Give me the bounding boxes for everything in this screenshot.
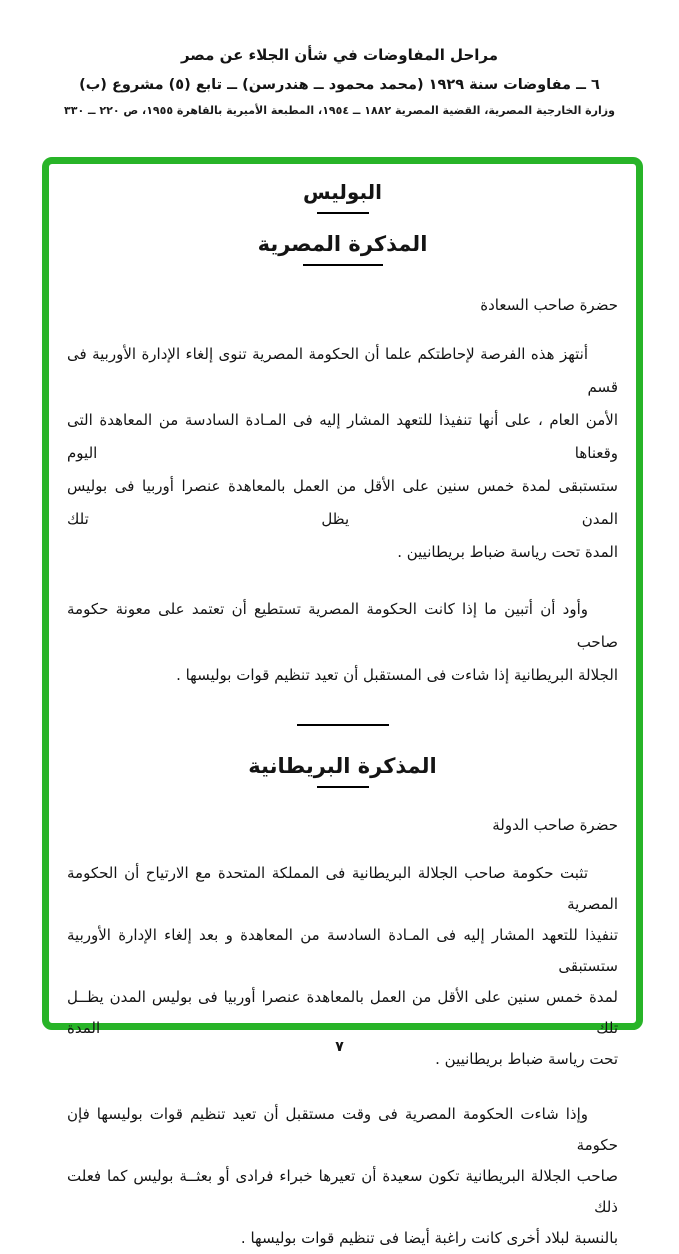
content-frame xyxy=(42,157,643,1247)
text-line: تنفيذا للتعهد المشار إليه فى المـادة السادسة من المعاهدة و بعد إلغاء الإدارة الأوربية ستستبقى xyxy=(67,926,618,975)
frame-content xyxy=(49,180,636,1254)
text-line: الأمن العام ، على أنها تنفيذا للتعهد المشار إليه فى المـادة السادسة من المعاهدة التى وقعناها اليوم xyxy=(67,411,618,462)
text-line: لمدة خمس سنين على الأقل من العمل بالمعاهدة عنصرا أوربيا فى بوليس المدن يظــل تلك المدة xyxy=(67,988,618,1037)
title-underline xyxy=(317,786,369,788)
section-title-british-memo: المذكرة البريطانية xyxy=(248,754,437,778)
text-line: وإذا شاءت الحكومة المصرية فى وقت مستقبل أن تعيد تنظيم قوات بوليسها فإن حكومة xyxy=(67,1105,618,1154)
text-line: المدة تحت رياسة ضباط بريطانيين . xyxy=(397,543,618,561)
egyptian-memo-paragraph-2 xyxy=(67,593,618,692)
header-subtitle: ٦ ــ مفاوضات سنة ١٩٢٩ (محمد محمود ــ هندرسن) ــ تابع (٥) مشروع (ب) xyxy=(79,77,600,93)
text-line: وأود أن أتبين ما إذا كانت الحكومة المصرية تستطيع أن تعتمد على معونة حكومة صاحب xyxy=(67,600,618,651)
salutation-state-head: حضرة صاحب الدولة xyxy=(492,816,618,834)
text-line: الجلالة البريطانية إذا شاءت فى المستقبل أن تعيد تنظيم قوات بوليسها . xyxy=(176,666,618,684)
title-underline xyxy=(303,264,383,266)
header-title: مراحل المفاوضات في شأن الجلاء عن مصر xyxy=(180,46,499,64)
egyptian-memo-paragraph-1 xyxy=(67,338,618,569)
title-underline xyxy=(317,212,369,214)
document-header xyxy=(0,46,679,117)
salutation-excellency: حضرة صاحب السعادة xyxy=(480,296,618,314)
page-number: ٧ xyxy=(335,1039,344,1055)
text-line: ستستبقى لمدة خمس سنين على الأقل من العمل بالمعاهدة عنصرا أوربيا فى بوليس المدن يظل تلك xyxy=(67,477,618,528)
section-title-egyptian-memo: المذكرة المصرية xyxy=(257,232,428,256)
british-memo-paragraph-2 xyxy=(67,1099,618,1254)
section-title-police: البوليس xyxy=(302,180,382,204)
section-divider xyxy=(297,724,389,726)
text-line: تحت رياسة ضباط بريطانيين . xyxy=(435,1050,618,1068)
text-line: أنتهز هذه الفرصة لإحاطتكم علما أن الحكومة المصرية تنوى إلغاء الإدارة الأوربية فى قسم xyxy=(67,345,618,396)
header-source-citation: وزارة الخارجية المصرية، القضية المصرية ١٨٨٢ ــ ١٩٥٤، المطبعة الأميرية بالقاهرة ١٩٥٥، ص ٢٢٠ ــ ٣٣٠ xyxy=(64,104,615,117)
text-line: بالنسبة لبلاد أخرى كانت راغبة أيضا فى تنظيم قوات بوليسها . xyxy=(240,1229,618,1247)
text-line: صاحب الجلالة البريطانية تكون سعيدة أن تعيرها خبراء فرادى أو بعثــة بوليس كما فعلت ذلك xyxy=(67,1167,618,1216)
text-line: تثبت حكومة صاحب الجلالة البريطانية فى المملكة المتحدة مع الارتياح أن الحكومة المصرية xyxy=(67,864,618,913)
